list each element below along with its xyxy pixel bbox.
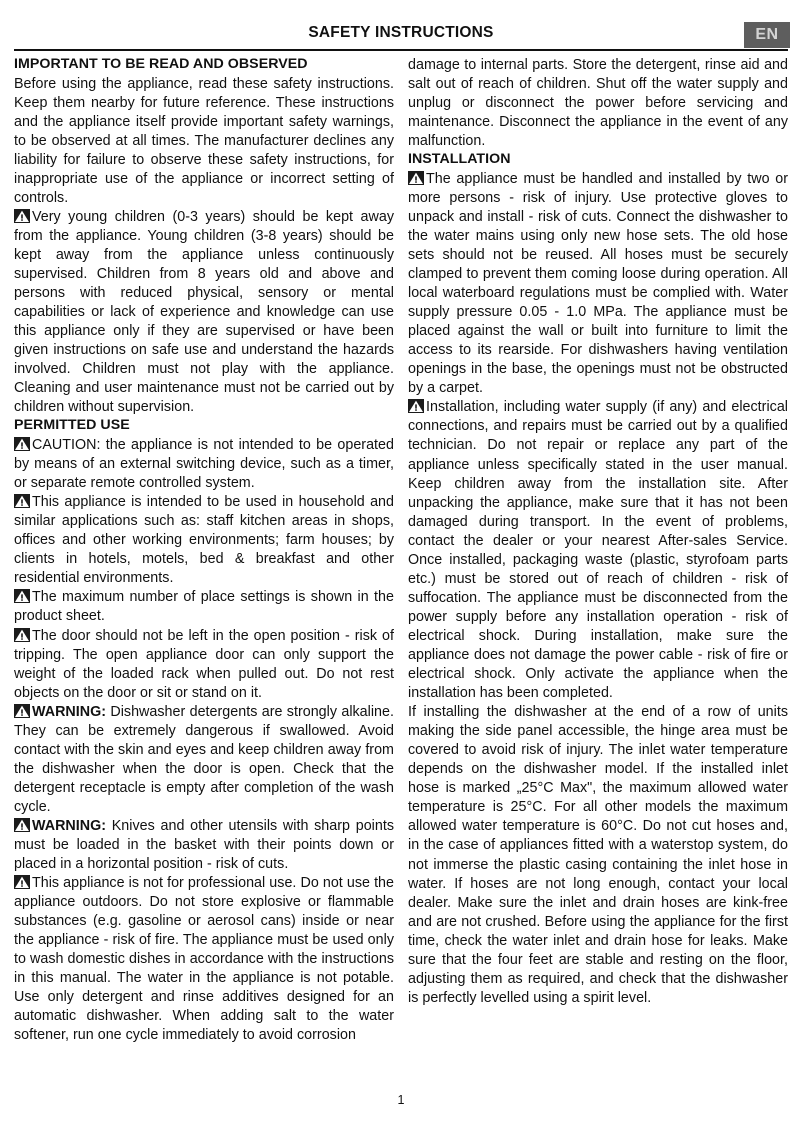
warning-triangle-icon [408,399,424,413]
warning-label: WARNING: [32,817,107,834]
paragraph-text: The maximum number of place settings is shown in the product sheet. [14,589,394,625]
page-header [0,0,802,50]
warning-triangle-icon [14,209,30,223]
paragraph-text: Very young children (0-3 years) should be kept away from the appliance. Young children (3-8 years) should be kept away from the appliance unless continuously supervised. Children from 8 years old and above and persons with reduced physical, sensory or mental capabilities or lack of experience and knowledge can use this appliance only if they are supervised or have been given instructions on safe use and understand the hazards involved. Children must not play with the appliance. Cleaning and user maintenance must not be carried out by children without supervision. [14,208,394,416]
paragraph-handled-and-installed [408,170,788,399]
paragraph-text: This appliance is not for professional use. Do not use the appliance outdoors. Do not store explosive or flammable substances (e.g. gasoline or aerosol cans) inside or near the appliance - risk of fire. The appliance must be used only to wash domestic dishes in accordance with the instructions in this manual. The water in the appliance is not potable. Use only detergent and rinse additives designed for an automatic dishwasher. When adding salt to the water softener, run one cycle immediately to avoid corrosion [14,875,394,1044]
right-column [408,56,788,1046]
warning-triangle-icon [408,171,424,185]
paragraph-damage-internal-parts [408,56,788,151]
page-title: SAFETY INSTRUCTIONS [308,24,494,41]
warning-triangle-icon [14,589,30,603]
paragraph-warning-knives [14,817,394,874]
warning-triangle-icon [14,704,30,718]
warning-triangle-icon [14,818,30,832]
warning-triangle-icon [14,494,30,508]
warning-triangle-icon [14,628,30,642]
page-number: 1 [397,1093,405,1107]
paragraph-text: Knives and other utensils with sharp points must be loaded in the basket with their points down or placed in a horizontal position - risk of cuts. [14,817,394,873]
two-column-body [14,56,788,1046]
paragraph-household-applications [14,493,394,588]
paragraph-door-open-position [14,627,394,703]
paragraph-text: This appliance is intended to be used in household and similar applications such as: staff kitchen areas in shops, offices and other working environments; farm houses; by clients in hotels, motels, bed & breakfast and other residential environments. [14,494,394,587]
paragraph-not-professional-use [14,874,394,1045]
paragraph-place-settings [14,588,394,626]
warning-triangle-icon [14,875,30,889]
paragraph-very-young-children [14,208,394,418]
paragraph-end-of-row-installation [408,703,788,1008]
paragraph-warning-detergents [14,703,394,817]
paragraph-caution-external-switching [14,436,394,493]
language-badge: EN [744,22,790,48]
paragraph-text: The door should not be left in the open position - risk of tripping. The open appliance door can only support the weight of the loaded rack when pulled out. Do not rest objects on the door or sit or stand on it. [14,627,394,701]
header-divider [14,49,788,51]
heading-important-to-be-read: IMPORTANT TO BE READ AND OBSERVED [14,56,308,72]
paragraph-installation-qualified-technician [408,398,788,703]
heading-installation: INSTALLATION [408,151,511,168]
paragraph-text: The appliance must be handled and installed by two or more persons - risk of injury. Use protective gloves to unpack and install - risk of cuts. Connect the dishwasher to the water mains using only new hose sets. The old hose sets should not be reused. All hoses must be securely clamped to prevent them coming loose during operation. All local waterboard regulations must be complied with. Water supply pressure 0.05 - 1.0 MPa. The appliance must be placed against the wall or built into furniture to limit the access to its rearside. For dishwashers having ventilation openings in the base, the openings must not be obstructed by a carpet. [408,170,788,397]
paragraph-text: Before using the appliance, read these safety instructions. Keep them nearby for future reference. These instructions and the appliance itself provide important safety warnings, to be observed at all times. The manufacturer declines any liability for failure to observe these safety instructions, for inappropriate use of the appliance or incorrect setting of controls. [14,75,394,206]
paragraph-text: Installation, including water supply (if any) and electrical connections, and repairs must be carried out by a qualified technician. Do not repair or replace any part of the appliance unless specifically stated in the user manual. Keep children away from the installation site. After unpacking the appliance, make sure that it has not been damaged during transport. In the event of problems, contact the dealer or your nearest After-sales Service. Once installed, packaging waste (plastic, styrofoam parts etc.) must be stored out of reach of children - risk of suffocation. The appliance must be disconnected from the power supply before any installation operation - risk of electrical shock. During installation, make sure the appliance does not damage the power cable - risk of fire or electrical shock. Only activate the appliance when the installation has been completed. [408,399,788,702]
warning-label: WARNING: [32,703,107,720]
left-column [14,56,394,1046]
paragraph-text: Dishwasher detergents are strongly alkaline. They can be extremely dangerous if swallowed. Avoid contact with the skin and eyes and keep children away from the dishwasher when the door is open. Check that the detergent receptacle is empty after completion of the wash cycle. [14,703,394,815]
warning-triangle-icon [14,437,30,451]
paragraph-text: CAUTION: the appliance is not intended to be operated by means of an external switching device, such as a timer, or separate remote controlled system. [14,437,394,492]
paragraph-text: If installing the dishwasher at the end of a row of units making the side panel accessible, the hinge area must be covered to avoid risk of injury. The inlet water temperature depends on the dishwasher model. If the installed inlet hose is marked „25°C Max", the maximum allowed water temperature is 25°C. For all other models the maximum allowed water temperature is 60°C. Do not cut hoses and, in the case of appliances fitted with a waterstop system, do not immerse the plastic casing containing the inlet hose in water. If hoses are not long enough, contact your local dealer. Make sure the inlet and drain hoses are kink-free and are not crushed. Before using the appliance for the first time, check the water inlet and drain hose for leaks. Make sure that the four feet are stable and resting on the floor, adjusting them as required, and check that the dishwasher is perfectly levelled using a spirit level. [408,704,788,1006]
paragraph-before-using [14,75,394,208]
paragraph-text: damage to internal parts. Store the detergent, rinse aid and salt out of reach of children. Shut off the water supply and unplug or disconnect the power before servicing and maintenance. Disconnect the appliance in the event of any malfunction. [408,57,788,150]
heading-permitted-use: PERMITTED USE [14,417,130,434]
